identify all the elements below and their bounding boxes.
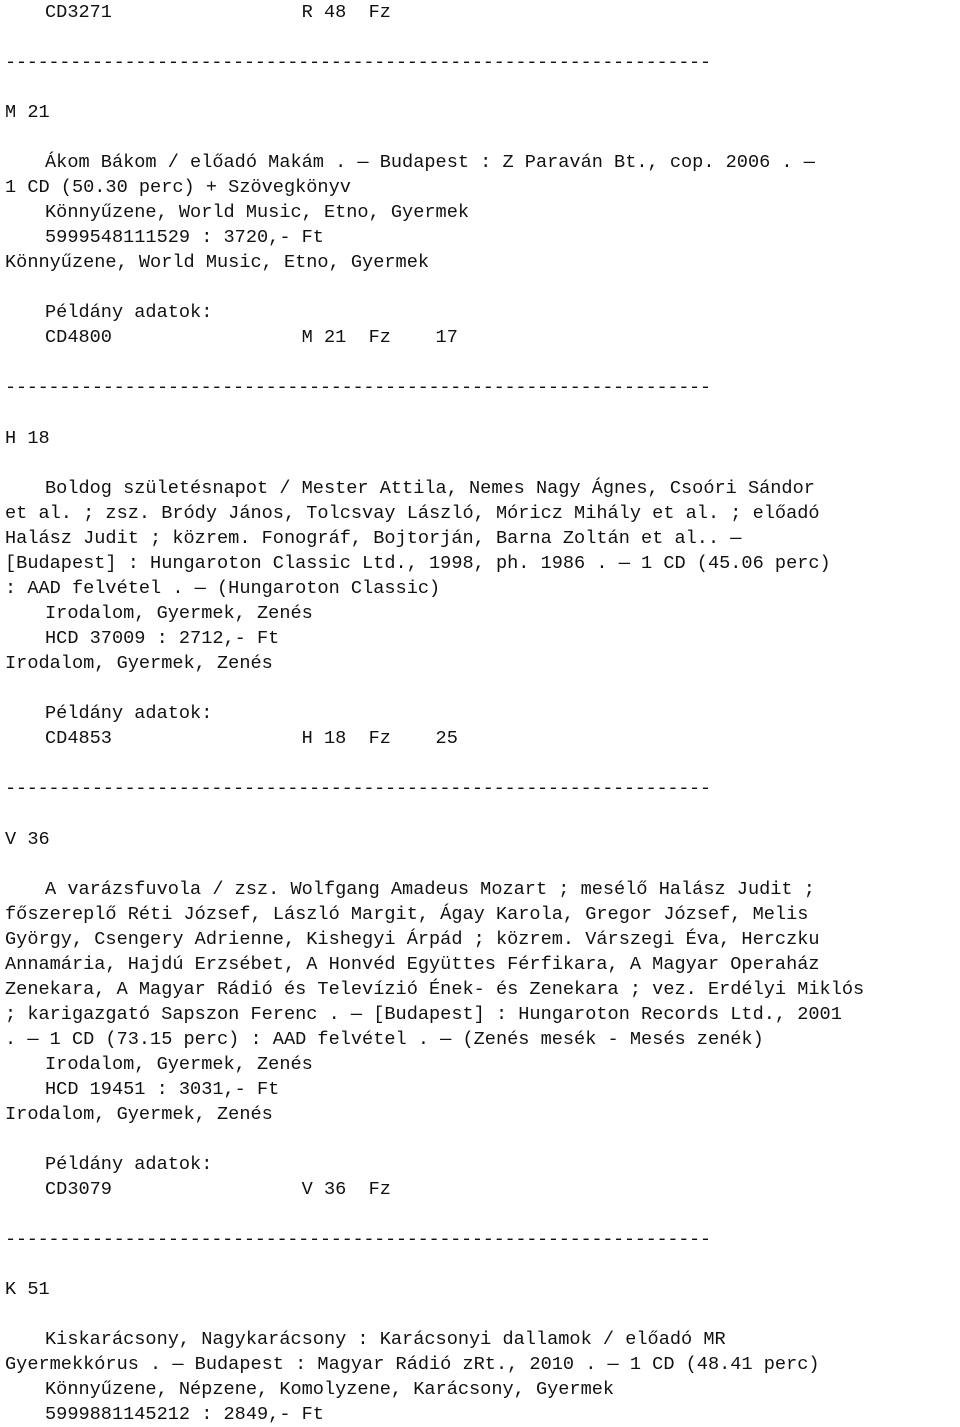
description-line: Halász Judit ; közrem. Fonográf, Bojtorján, Barna Zoltán et al.. — <box>5 528 742 549</box>
subjects: Könnyűzene, Népzene, Komolyzene, Karácsony, Gyermek <box>45 1379 615 1400</box>
subjects: Irodalom, Gyermek, Zenés <box>45 603 313 624</box>
subjects-repeat: Irodalom, Gyermek, Zenés <box>5 1104 273 1125</box>
description-line: György, Csengery Adrienne, Kishegyi Árpád ; közrem. Várszegi Éva, Herczku <box>5 929 820 950</box>
isbn-price: HCD 19451 : 3031,- Ft <box>45 1079 280 1100</box>
copy-data-label: Példány adatok: <box>45 703 213 724</box>
record-separator: ----------------------------------------------------------------- <box>5 778 711 799</box>
record-separator: ----------------------------------------------------------------- <box>5 377 711 398</box>
call-number: M 21 <box>5 102 50 123</box>
isbn-price: 5999548111529 : 3720,- Ft <box>45 227 324 248</box>
call-number: K 51 <box>5 1279 50 1300</box>
subjects-repeat: Könnyűzene, World Music, Etno, Gyermek <box>5 252 430 273</box>
description-line: Zenekara, A Magyar Rádió és Televízió Ének- és Zenekara ; vez. Erdélyi Miklós <box>5 979 865 1000</box>
copy-data-label: Példány adatok: <box>45 1154 213 1175</box>
isbn-price: 5999881145212 : 2849,- Ft <box>45 1404 324 1425</box>
description-line: Annamária, Hajdú Erzsébet, A Honvéd Együttes Férfikara, A Magyar Operaház <box>5 954 820 975</box>
description-line: 1 CD (50.30 perc) + Szövegkönyv <box>5 177 351 198</box>
holding-line: CD4800 M 21 Fz 17 <box>45 327 458 348</box>
description-line: . — 1 CD (73.15 perc) : AAD felvétel . — (Zenés mesék - Mesés zenék) <box>5 1029 764 1050</box>
record-separator: ----------------------------------------------------------------- <box>5 52 711 73</box>
description-line: : AAD felvétel . — (Hungaroton Classic) <box>5 578 441 599</box>
copy-data-label: Példány adatok: <box>45 302 213 323</box>
description-line: Boldog születésnapot / Mester Attila, Nemes Nagy Ágnes, Csoóri Sándor <box>45 478 815 499</box>
description-line: et al. ; zsz. Bródy János, Tolcsvay László, Móricz Mihály et al. ; előadó <box>5 503 820 524</box>
isbn-price: HCD 37009 : 2712,- Ft <box>45 628 280 649</box>
subjects: Irodalom, Gyermek, Zenés <box>45 1054 313 1075</box>
subjects: Könnyűzene, World Music, Etno, Gyermek <box>45 202 470 223</box>
holding-line: CD3079 V 36 Fz <box>45 1179 391 1200</box>
record-separator: ----------------------------------------------------------------- <box>5 1229 711 1250</box>
description-line: főszereplő Réti József, László Margit, Ágay Karola, Gregor József, Melis <box>5 904 809 925</box>
description-line: Ákom Bákom / előadó Makám . — Budapest : Z Paraván Bt., cop. 2006 . — <box>45 152 815 173</box>
call-number: H 18 <box>5 428 50 449</box>
description-line: Kiskarácsony, Nagykarácsony : Karácsonyi dallamok / előadó MR <box>45 1329 726 1350</box>
holding-line: CD3271 R 48 Fz <box>45 2 391 23</box>
description-line: [Budapest] : Hungaroton Classic Ltd., 1998, ph. 1986 . — 1 CD (45.06 perc) <box>5 553 831 574</box>
call-number: V 36 <box>5 829 50 850</box>
subjects-repeat: Irodalom, Gyermek, Zenés <box>5 653 273 674</box>
description-line: Gyermekkórus . — Budapest : Magyar Rádió zRt., 2010 . — 1 CD (48.41 perc) <box>5 1354 820 1375</box>
description-line: ; karigazgató Sapszon Ferenc . — [Budapest] : Hungaroton Records Ltd., 2001 <box>5 1004 842 1025</box>
holding-line: CD4853 H 18 Fz 25 <box>45 728 458 749</box>
description-line: A varázsfuvola / zsz. Wolfgang Amadeus Mozart ; mesélő Halász Judit ; <box>45 879 815 900</box>
